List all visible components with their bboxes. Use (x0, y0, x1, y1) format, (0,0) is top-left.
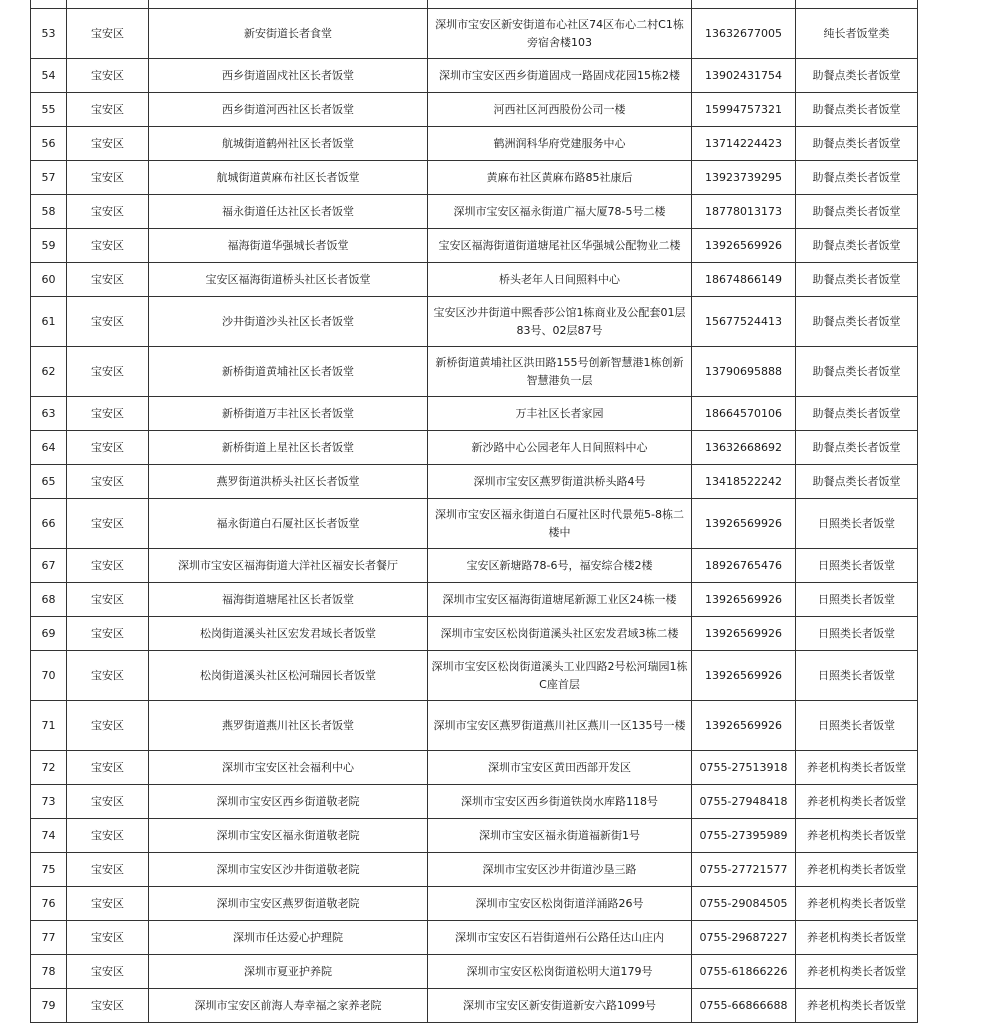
table-row (31, 785, 918, 819)
cell-address: 深圳市宝安区松岗街道溪头社区宏发君域3栋二楼 (428, 617, 692, 651)
cell-type: 助餐点类长者饭堂 (796, 93, 918, 127)
cell-phone: 0755-27948418 (692, 785, 796, 819)
cell-canteen-name: 新桥街道上星社区长者饭堂 (149, 431, 428, 465)
cell-number: 57 (31, 161, 67, 195)
cell-type: 日照类长者饭堂 (796, 549, 918, 583)
cell-number: 63 (31, 397, 67, 431)
table-row (31, 59, 918, 93)
cell-district: 宝安区 (67, 819, 149, 853)
table-row (31, 431, 918, 465)
cell-address: 黄麻布社区黄麻布路85社康后 (428, 161, 692, 195)
cell-phone: 13632668692 (692, 431, 796, 465)
cell-canteen-name: 燕罗街道燕川社区长者饭堂 (149, 701, 428, 751)
cell-type: 助餐点类长者饭堂 (796, 263, 918, 297)
cell-district: 宝安区 (67, 127, 149, 161)
cell-canteen-name: 新安街道长者食堂 (149, 9, 428, 59)
cell-district: 宝安区 (67, 989, 149, 1023)
cell-address: 深圳市宝安区西乡街道铁岗水库路118号 (428, 785, 692, 819)
cell-number: 53 (31, 9, 67, 59)
cell-phone: 13790695888 (692, 347, 796, 397)
cell-number: 55 (31, 93, 67, 127)
cell-canteen-name: 深圳市宝安区前海人寿幸福之家养老院 (149, 989, 428, 1023)
cell-canteen-name: 松岗街道溪头社区宏发君域长者饭堂 (149, 617, 428, 651)
cell-phone: 13926569926 (692, 583, 796, 617)
cell-type: 助餐点类长者饭堂 (796, 347, 918, 397)
cell-phone: 0755-61866226 (692, 955, 796, 989)
cell-type: 养老机构类长者饭堂 (796, 989, 918, 1023)
table-row (31, 297, 918, 347)
cell-district: 宝安区 (67, 583, 149, 617)
cell-address: 桥头老年人日间照料中心 (428, 263, 692, 297)
cell-type: 日照类长者饭堂 (796, 499, 918, 549)
cell-type: 助餐点类长者饭堂 (796, 127, 918, 161)
cell-canteen-name: 松岗街道溪头社区松河瑞园长者饭堂 (149, 651, 428, 701)
cell-phone: 13632677005 (692, 9, 796, 59)
cell-empty (67, 0, 149, 9)
cell-district: 宝安区 (67, 195, 149, 229)
cell-district: 宝安区 (67, 9, 149, 59)
cell-address: 深圳市宝安区新安街道新安六路1099号 (428, 989, 692, 1023)
cell-address: 深圳市宝安区福海街道塘尾新源工业区24栋一楼 (428, 583, 692, 617)
cell-type: 养老机构类长者饭堂 (796, 887, 918, 921)
table-row (31, 617, 918, 651)
cell-address: 新沙路中心公园老年人日间照料中心 (428, 431, 692, 465)
cell-canteen-name: 深圳市宝安区福永街道敬老院 (149, 819, 428, 853)
cell-phone: 13926569926 (692, 701, 796, 751)
cell-canteen-name: 深圳市宝安区福海街道大洋社区福安长者餐厅 (149, 549, 428, 583)
cell-type: 养老机构类长者饭堂 (796, 819, 918, 853)
table-row (31, 651, 918, 701)
cell-canteen-name: 新桥街道黄埔社区长者饭堂 (149, 347, 428, 397)
cell-canteen-name: 福海街道塘尾社区长者饭堂 (149, 583, 428, 617)
table-row (31, 127, 918, 161)
cell-canteen-name: 深圳市宝安区沙井街道敬老院 (149, 853, 428, 887)
cell-district: 宝安区 (67, 751, 149, 785)
cell-district: 宝安区 (67, 297, 149, 347)
table-body (31, 0, 918, 1023)
cell-address: 河西社区河西股份公司一楼 (428, 93, 692, 127)
cell-phone: 0755-27513918 (692, 751, 796, 785)
cell-canteen-name: 福永街道任达社区长者饭堂 (149, 195, 428, 229)
cell-type: 助餐点类长者饭堂 (796, 59, 918, 93)
cell-number: 72 (31, 751, 67, 785)
cell-type: 助餐点类长者饭堂 (796, 297, 918, 347)
cell-type: 日照类长者饭堂 (796, 617, 918, 651)
cell-type: 日照类长者饭堂 (796, 651, 918, 701)
cell-type: 养老机构类长者饭堂 (796, 853, 918, 887)
elderly-canteen-table (30, 0, 918, 1023)
cell-phone: 13926569926 (692, 617, 796, 651)
cell-phone: 13902431754 (692, 59, 796, 93)
cell-district: 宝安区 (67, 263, 149, 297)
table-row (31, 229, 918, 263)
cell-number: 76 (31, 887, 67, 921)
cell-type: 助餐点类长者饭堂 (796, 195, 918, 229)
cell-number: 60 (31, 263, 67, 297)
table-row (31, 583, 918, 617)
cell-address: 深圳市宝安区福永街道白石厦社区时代景苑5-8栋二楼中 (428, 499, 692, 549)
cell-address: 深圳市宝安区沙井街道沙垦三路 (428, 853, 692, 887)
cell-type: 养老机构类长者饭堂 (796, 785, 918, 819)
cell-phone: 15994757321 (692, 93, 796, 127)
cell-district: 宝安区 (67, 785, 149, 819)
table-row (31, 9, 918, 59)
cell-phone: 13926569926 (692, 229, 796, 263)
cell-district: 宝安区 (67, 93, 149, 127)
cell-phone: 0755-66866688 (692, 989, 796, 1023)
table-row (31, 195, 918, 229)
cell-number: 77 (31, 921, 67, 955)
cell-address: 新桥街道黄埔社区洪田路155号创新智慧港1栋创新智慧港负一层 (428, 347, 692, 397)
cell-number: 75 (31, 853, 67, 887)
cell-number: 71 (31, 701, 67, 751)
cell-address: 深圳市宝安区石岩街道州石公路任达山庄内 (428, 921, 692, 955)
cell-type: 助餐点类长者饭堂 (796, 229, 918, 263)
cell-empty (692, 0, 796, 9)
cell-type: 日照类长者饭堂 (796, 583, 918, 617)
table-row (31, 161, 918, 195)
cell-address: 宝安区福海街道街道塘尾社区华强城公配物业二楼 (428, 229, 692, 263)
cell-address: 万丰社区长者家园 (428, 397, 692, 431)
cell-address: 宝安区沙井街道中熙香莎公馆1栋商业及公配套01层83号、02层87号 (428, 297, 692, 347)
table-row (31, 853, 918, 887)
cell-district: 宝安区 (67, 161, 149, 195)
cell-district: 宝安区 (67, 347, 149, 397)
cell-canteen-name: 深圳市宝安区社会福利中心 (149, 751, 428, 785)
cell-address: 深圳市宝安区燕罗街道洪桥头路4号 (428, 465, 692, 499)
cell-address: 深圳市宝安区黄田西部开发区 (428, 751, 692, 785)
cell-address: 深圳市宝安区松岗街道溪头工业四路2号松河瑞园1栋C座首层 (428, 651, 692, 701)
table-row (31, 347, 918, 397)
cell-canteen-name: 西乡街道固戍社区长者饭堂 (149, 59, 428, 93)
cell-phone: 18778013173 (692, 195, 796, 229)
cell-district: 宝安区 (67, 549, 149, 583)
cell-canteen-name: 深圳市夏亚护养院 (149, 955, 428, 989)
cell-phone: 0755-29687227 (692, 921, 796, 955)
cell-district: 宝安区 (67, 499, 149, 549)
table-row (31, 989, 918, 1023)
cell-canteen-name: 西乡街道河西社区长者饭堂 (149, 93, 428, 127)
cell-number: 70 (31, 651, 67, 701)
table-row (31, 263, 918, 297)
table-row (31, 921, 918, 955)
cell-number: 59 (31, 229, 67, 263)
cell-address: 深圳市宝安区福永街道福新街1号 (428, 819, 692, 853)
table-wrapper (30, 0, 918, 1023)
table-row (31, 701, 918, 751)
cell-district: 宝安区 (67, 465, 149, 499)
table-row (31, 397, 918, 431)
cell-number: 67 (31, 549, 67, 583)
cell-canteen-name: 航城街道鹤州社区长者饭堂 (149, 127, 428, 161)
cell-type: 纯长者饭堂类 (796, 9, 918, 59)
cell-address: 深圳市宝安区燕罗街道燕川社区燕川一区135号一楼 (428, 701, 692, 751)
cell-empty (149, 0, 428, 9)
cell-number: 78 (31, 955, 67, 989)
cell-type: 养老机构类长者饭堂 (796, 921, 918, 955)
cell-canteen-name: 宝安区福海街道桥头社区长者饭堂 (149, 263, 428, 297)
cell-type: 养老机构类长者饭堂 (796, 751, 918, 785)
cell-phone: 13418522242 (692, 465, 796, 499)
cell-district: 宝安区 (67, 887, 149, 921)
cell-canteen-name: 航城街道黄麻布社区长者饭堂 (149, 161, 428, 195)
cell-number: 58 (31, 195, 67, 229)
cell-district: 宝安区 (67, 229, 149, 263)
cell-type: 养老机构类长者饭堂 (796, 955, 918, 989)
cell-address: 宝安区新塘路78-6号，福安综合楼2楼 (428, 549, 692, 583)
table-row (31, 887, 918, 921)
cell-empty (428, 0, 692, 9)
cell-phone: 0755-29084505 (692, 887, 796, 921)
cell-number: 69 (31, 617, 67, 651)
cell-number: 61 (31, 297, 67, 347)
table-row (31, 955, 918, 989)
cell-canteen-name: 深圳市宝安区西乡街道敬老院 (149, 785, 428, 819)
cell-address: 深圳市宝安区松岗街道松明大道179号 (428, 955, 692, 989)
cell-district: 宝安区 (67, 955, 149, 989)
cell-district: 宝安区 (67, 617, 149, 651)
cell-address: 深圳市宝安区福永街道广福大厦78-5号二楼 (428, 195, 692, 229)
cell-type: 助餐点类长者饭堂 (796, 465, 918, 499)
cell-district: 宝安区 (67, 397, 149, 431)
cell-number: 54 (31, 59, 67, 93)
table-row (31, 751, 918, 785)
cell-district: 宝安区 (67, 59, 149, 93)
cell-phone: 18664570106 (692, 397, 796, 431)
cell-number: 73 (31, 785, 67, 819)
table-row (31, 93, 918, 127)
cell-phone: 13714224423 (692, 127, 796, 161)
cell-canteen-name: 燕罗街道洪桥头社区长者饭堂 (149, 465, 428, 499)
cell-type: 助餐点类长者饭堂 (796, 161, 918, 195)
cell-type: 助餐点类长者饭堂 (796, 431, 918, 465)
cell-address: 深圳市宝安区新安街道布心社区74区布心二村C1栋旁宿舍楼103 (428, 9, 692, 59)
cell-empty (796, 0, 918, 9)
cell-number: 64 (31, 431, 67, 465)
cell-type: 助餐点类长者饭堂 (796, 397, 918, 431)
cell-canteen-name: 深圳市宝安区燕罗街道敬老院 (149, 887, 428, 921)
cell-number: 62 (31, 347, 67, 397)
table-row (31, 819, 918, 853)
cell-address: 鹤洲润科华府党建服务中心 (428, 127, 692, 161)
cell-phone: 18674866149 (692, 263, 796, 297)
cell-canteen-name: 福海街道华强城长者饭堂 (149, 229, 428, 263)
cell-number: 66 (31, 499, 67, 549)
cell-address: 深圳市宝安区松岗街道洋涌路26号 (428, 887, 692, 921)
table-row (31, 499, 918, 549)
cell-district: 宝安区 (67, 701, 149, 751)
cell-phone: 13926569926 (692, 651, 796, 701)
table-row (31, 465, 918, 499)
cell-phone: 13926569926 (692, 499, 796, 549)
cell-canteen-name: 新桥街道万丰社区长者饭堂 (149, 397, 428, 431)
cell-canteen-name: 深圳市任达爱心护理院 (149, 921, 428, 955)
cell-address: 深圳市宝安区西乡街道固戍一路固戍花园15栋2楼 (428, 59, 692, 93)
table-row-partial (31, 0, 918, 9)
cell-phone: 0755-27721577 (692, 853, 796, 887)
cell-canteen-name: 沙井街道沙头社区长者饭堂 (149, 297, 428, 347)
cell-phone: 18926765476 (692, 549, 796, 583)
cell-type: 日照类长者饭堂 (796, 701, 918, 751)
cell-phone: 15677524413 (692, 297, 796, 347)
cell-phone: 0755-27395989 (692, 819, 796, 853)
cell-district: 宝安区 (67, 431, 149, 465)
cell-district: 宝安区 (67, 651, 149, 701)
table-row (31, 549, 918, 583)
cell-canteen-name: 福永街道白石厦社区长者饭堂 (149, 499, 428, 549)
cell-phone: 13923739295 (692, 161, 796, 195)
cell-number: 65 (31, 465, 67, 499)
cell-number: 56 (31, 127, 67, 161)
cell-empty (31, 0, 67, 9)
cell-number: 68 (31, 583, 67, 617)
cell-district: 宝安区 (67, 921, 149, 955)
cell-number: 74 (31, 819, 67, 853)
cell-district: 宝安区 (67, 853, 149, 887)
cell-number: 79 (31, 989, 67, 1023)
